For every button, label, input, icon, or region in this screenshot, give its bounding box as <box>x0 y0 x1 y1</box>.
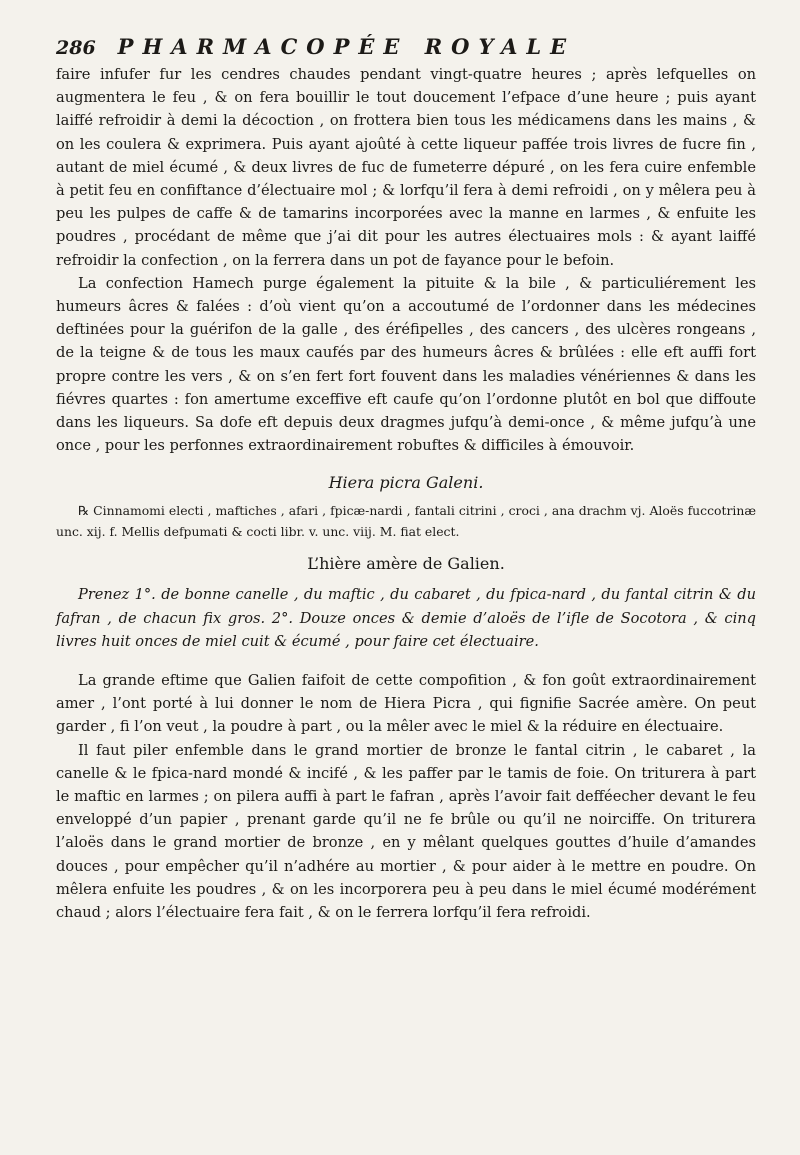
paragraph-method: Il faut piler enfemble dans le grand mortier de bronze le fantal citrin , le cabaret , la canelle & le fpica-nard mondé & incifé , & les paffer par le tamis de foie. On triturera à part le maftic en larmes ; on pilera auffi à part le fafran , après l’avoir fait defféecher devant le feu enveloppé d’un papier , prenant garde qu’il ne fe brûle ou qu’il ne noirciffe. On triturera l’aloës dans le grand mortier de bronze , en y mêlant quelques gouttes d’huile d’amandes douces , pour empêcher qu’il n’adhére au mortier , & pour aider à le mettre en poudre. On mêlera enfuite les poudres , & on les incorporera peu à peu dans le miel écumé modérément chaud ; alors l’électuaire fera fait , & on le ferrera lorfqu’il fera refroidi. <box>56 741 756 922</box>
paragraph-hamech-uses: La confection Hamech purge également la pituite & la bile , & particuliérement les humeurs âcres & falées : d’où vient qu’on a accoutumé de l’ordonner dans les médecines deftinées pour la guérifon de la galle , des éréfipelles , des cancers , des ulcères rongeans , de la teigne & de tous les maux caufés par des humeurs âcres & brûlées : elle eft auffi fort propre contre les vers , & on s’en fert fort fouvent dans les maladies vénériennes & dans les fiévres quartes : fon amertume exceffive eft caufe qu’on l’ordonne plutôt en bol que diffoute dans les liqueurs. Sa dofe eft depuis deux dragmes jufqu’à demi-once , & même jufqu’à une once , pour les perfonnes extraordinairement robuftes & difficiles à émouvoir. <box>56 274 756 455</box>
latin-formula: ℞ Cinnamomi electi , maftiches , afari , fpicæ-nardi , fantali citrini , croci , ana drachm vj. Aloës fuccotrinæ unc. xij. f. Mellis defpumati & cocti libr. v. unc. viij. M. fiat elect. <box>56 503 756 540</box>
recipe-paragraph: Prenez 1°. de bonne canelle , du maftic , du cabaret , du fpica-nard , du fantal citrin & du fafran , de chacun fix gros. 2°. Douze onces & demie d’aloës de l’ifle de Socotora , & cinq livres huit onces de miel cuit & écumé , pour faire cet électuaire. <box>56 586 756 650</box>
french-formula-title: L’hière amère de Galien. <box>307 554 505 574</box>
paragraph-name-origin: La grande eftime que Galien faifoit de cette compofition , & fon goût extraordinairement amer , l’ont porté à lui donner le nom de Hiera Picra , qui fignifie Sacrée amère. On peut garder , fi l’on veut , la poudre à part , ou la mêler avec le miel & la réduire en électuaire. <box>56 672 756 736</box>
spacer <box>56 653 756 669</box>
paragraph-preparation: faire infufer fur les cendres chaudes pendant vingt-quatre heures ; après lefquelles on augmentera le feu , & on fera bouillir le tout doucement l’efpace d’une heure ; puis ayant laiffé refroidir à demi la décoction , on frottera bien tous les médicamens dans les mains , & on les coulera & exprimera. Puis ayant ajoûté à cette liqueur paffée trois livres de fucre fin , autant de miel écumé , & deux livres de fuc de fumeterre dépuré , on les fera cuire enfemble à petit feu en confiftance d’électuaire mol ; & lorfqu’il fera à demi refroidi , on y mêlera peu à peu les pulpes de caffe & de tamarins incorporées avec la manne en larmes , & enfuite les poudres , procédant de même que j’ai dit pour les autres électuaires mols : & ayant laiffé refroidir la confection , on la ferrera dans un pot de fayance pour le befoin. <box>56 66 756 269</box>
page-number: 286 <box>56 37 96 59</box>
page-header <box>56 34 756 59</box>
running-title: PHARMACOPÉE ROYALE <box>117 34 576 59</box>
latin-formula-title: Hiera picra Galeni. <box>328 473 484 493</box>
